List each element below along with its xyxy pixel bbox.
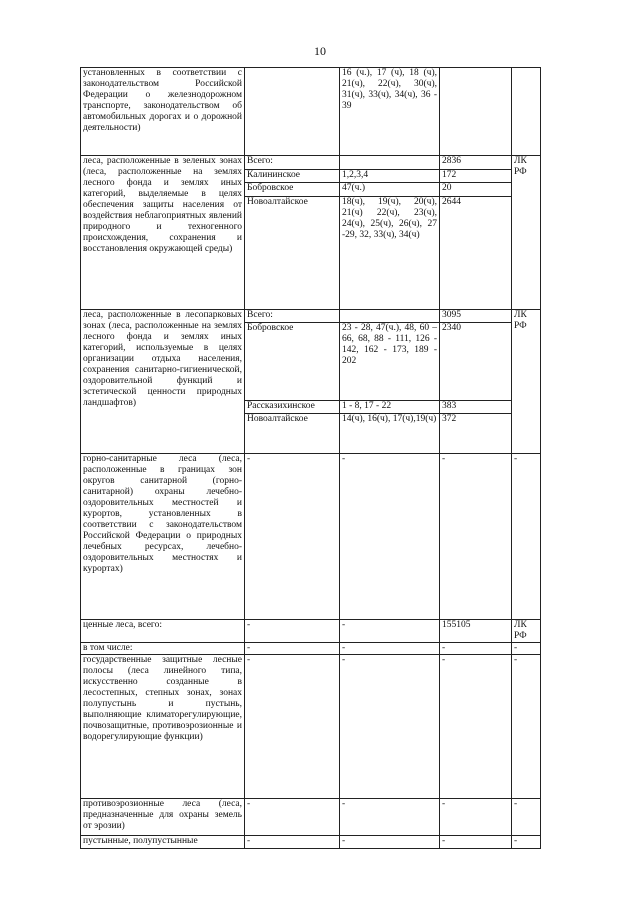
quarters-cell: - — [340, 799, 440, 836]
forestry-cell: Новоалтайское — [245, 414, 340, 454]
basis-cell — [512, 68, 541, 156]
forestry-cell: Бобровское — [245, 323, 340, 401]
page-number: 10 — [314, 44, 326, 58]
table-row — [81, 454, 541, 620]
category-cell: установленных в соответствии с законодательством Российской Федерации о железнодорожном транспорте, законодательством об автомобильных дорогах и о дорожной деятельности) — [81, 68, 245, 156]
table-row — [81, 156, 541, 170]
forestry-cell: Калининское — [245, 170, 340, 183]
basis-cell: ЛК РФ — [512, 156, 541, 310]
table-row — [81, 655, 541, 799]
category-cell: государственные защитные лесные полосы (леса линейного типа, искусственно созданные в лесостепных, степных зонах, зонах полупустынь и пустынь, выполняющие климаторегулирующие, почвозащитные, противоэрозионные и водорегулирующие функции) — [81, 655, 245, 799]
category-cell: противоэрозионные леса (леса, предназначенные для охраны земель от эрозии) — [81, 799, 245, 836]
basis-cell: - — [512, 799, 541, 836]
basis-cell: - — [512, 836, 541, 849]
forestry-cell: - — [245, 836, 340, 849]
quarters-cell — [340, 156, 440, 170]
table-row — [81, 620, 541, 643]
area-cell: 2644 — [440, 197, 512, 310]
quarters-cell: 1 - 8, 17 - 22 — [340, 401, 440, 414]
category-cell: леса, расположенные в зеленых зонах (леса, расположенные на землях лесного фонда и землях иных категорий, выделяемые в целях обеспечения защиты населения от воздействия неблагоприятных явлений природного и техногенного происхождения, сохранения и восстановления окружающей среды) — [81, 156, 245, 310]
forestry-cell: - — [245, 643, 340, 655]
area-cell: 372 — [440, 414, 512, 454]
quarters-cell: 1,2,3,4 — [340, 170, 440, 183]
table-row — [81, 68, 541, 156]
area-cell — [440, 68, 512, 156]
category-cell: леса, расположенные в лесопарковых зонах (леса, расположенные на землях лесного фонда и землях иных категорий, используемые в целях организации отдыха населения, сохранения санитарно-гигиенической, оздоровительной функций и эстетической ценности природных ландшафтов) — [81, 310, 245, 454]
quarters-cell: 18(ч), 19(ч), 20(ч), 21(ч) 22(ч), 23(ч), 24(ч), 25(ч), 26(ч), 27 -29, 32, 33(ч), 34(ч) — [340, 197, 440, 310]
area-cell: 2340 — [440, 323, 512, 401]
quarters-cell: - — [340, 620, 440, 643]
area-cell: 3095 — [440, 310, 512, 323]
quarters-cell: 23 - 28, 47(ч.), 48, 60 – 66, 68, 88 - 111, 126 - 142, 162 - 173, 189 - 202 — [340, 323, 440, 401]
forestry-cell: - — [245, 799, 340, 836]
area-cell: - — [440, 799, 512, 836]
area-cell: - — [440, 454, 512, 620]
quarters-cell: 16 (ч.), 17 (ч), 18 (ч), 21(ч), 22(ч), 30(ч), 31(ч), 33(ч), 34(ч), 36 - 39 — [340, 68, 440, 156]
table-row — [81, 836, 541, 849]
forestry-cell: Бобровское — [245, 183, 340, 197]
forestry-cell: Рассказихинское — [245, 401, 340, 414]
area-cell: 383 — [440, 401, 512, 414]
area-cell: 2836 — [440, 156, 512, 170]
forestry-cell — [245, 68, 340, 156]
quarters-cell: 14(ч), 16(ч), 17(ч),19(ч) — [340, 414, 440, 454]
category-cell: в том числе: — [81, 643, 245, 655]
quarters-cell: - — [340, 454, 440, 620]
forestry-cell: Новоалтайское — [245, 197, 340, 310]
forestry-cell: - — [245, 620, 340, 643]
basis-cell: - — [512, 655, 541, 799]
basis-cell: ЛК РФ — [512, 310, 541, 454]
quarters-cell: - — [340, 643, 440, 655]
forest-categories-table — [80, 67, 541, 849]
forestry-cell: Всего: — [245, 156, 340, 170]
area-cell: 172 — [440, 170, 512, 183]
table-row — [81, 643, 541, 655]
category-cell: ценные леса, всего: — [81, 620, 245, 643]
area-cell: - — [440, 655, 512, 799]
area-cell: - — [440, 643, 512, 655]
area-cell: 20 — [440, 183, 512, 197]
area-cell: - — [440, 836, 512, 849]
basis-cell: ЛК РФ — [512, 620, 541, 643]
forestry-cell: Всего: — [245, 310, 340, 323]
table-row — [81, 310, 541, 323]
area-cell: 155105 — [440, 620, 512, 643]
quarters-cell: 47(ч.) — [340, 183, 440, 197]
forestry-cell: - — [245, 454, 340, 620]
category-cell: пустынные, полупустынные — [81, 836, 245, 849]
basis-cell: - — [512, 643, 541, 655]
quarters-cell: - — [340, 836, 440, 849]
basis-cell: - — [512, 454, 541, 620]
forestry-cell: - — [245, 655, 340, 799]
quarters-cell: - — [340, 655, 440, 799]
category-cell: горно-санитарные леса (леса, расположенные в границах зон округов санитарной (горно-санитарной) охраны лечебно-оздоровительных местностей и курортов, установленных в соответствии с законодательством Российской Федерации о природных лечебных ресурсах, лечебно-оздоровительных местностях и курортах) — [81, 454, 245, 620]
quarters-cell — [340, 310, 440, 323]
table-row — [81, 799, 541, 836]
